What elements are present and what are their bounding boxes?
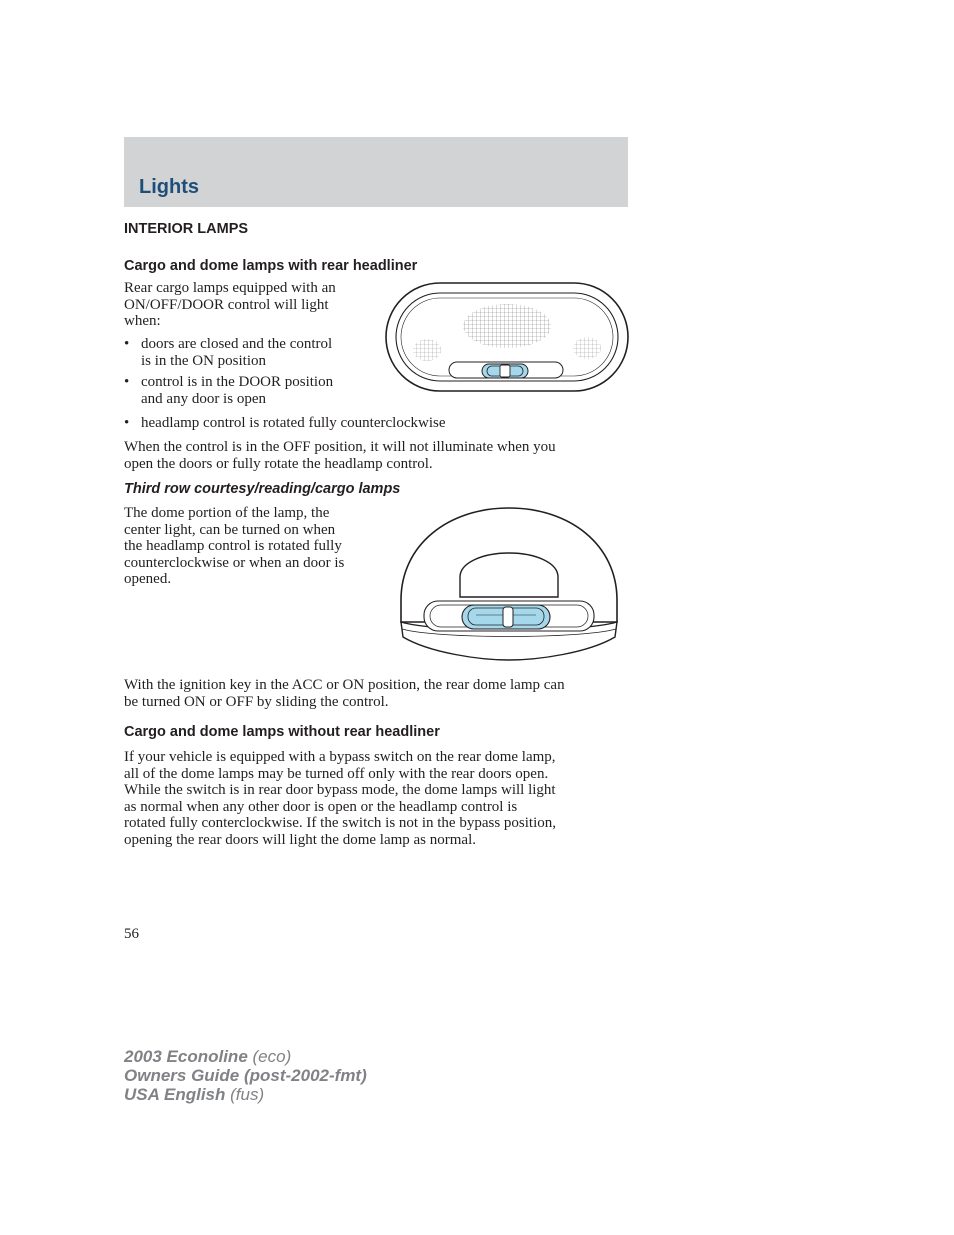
text-line: doors are closed and the control [141,336,333,352]
cargo-dome-lamp-illustration [384,280,630,395]
footer-model-code: (eco) [252,1047,292,1066]
text-line: opening the rear doors will light the dome lamp as normal. [124,831,477,848]
footer-line-3 [124,1085,367,1104]
list-item [124,336,384,370]
text-line: center light, can be turned on when [124,521,336,538]
text-line: headlamp control is rotated fully counterclockwise [141,415,446,431]
text-line: be turned ON or OFF by sliding the control. [124,693,389,710]
footer-model: 2003 Econoline [124,1047,248,1066]
header-band [124,137,628,207]
list-item [124,415,624,432]
cargo-with-off-paragraph [124,439,556,472]
text-line: rotated fully conterclockwise. If the switch is not in the bypass position, [124,815,556,831]
text-line: open the doors or fully rotate the headlamp control. [124,455,433,472]
footer-line-1 [124,1047,367,1066]
text-line: when: [124,313,161,329]
subheading-cargo-without-headliner: Cargo and dome lamps without rear headliner [124,724,440,740]
text-line: While the switch is in rear door bypass mode, the dome lamps will light [124,782,556,798]
footer [124,1047,367,1104]
bullet-icon: • [124,336,130,352]
page-number: 56 [124,926,139,942]
text-line: The dome portion of the lamp, the [124,505,330,521]
text-line: With the ignition key in the ACC or ON position, the rear dome lamp can [124,677,565,693]
bullet-icon: • [124,415,130,431]
page-title: Lights [139,176,199,198]
cargo-without-paragraph [124,749,556,848]
footer-guide: Owners Guide (post-2002-fmt) [124,1066,367,1085]
text-line: the headlamp control is rotated fully [124,538,342,554]
bullet-icon: • [124,374,130,390]
text-line: Rear cargo lamps equipped with an [124,280,336,296]
text-line: When the control is in the OFF position, it will not illuminate when you [124,439,556,455]
third-row-after-paragraph [124,677,565,710]
subheading-third-row-lamps: Third row courtesy/reading/cargo lamps [124,481,401,497]
section-heading: INTERIOR LAMPS [124,221,249,237]
text-line: control is in the DOOR position [141,374,334,390]
third-row-paragraph [124,505,344,588]
text-line: all of the dome lamps may be turned off only with the rear doors open. [124,765,549,782]
text-line: ON/OFF/DOOR control will light [124,296,329,313]
third-row-lamp-illustration [398,505,620,663]
list-item [124,374,384,408]
cargo-with-intro [124,280,336,330]
footer-language-code: (fus) [230,1085,265,1104]
footer-language: USA English [124,1085,226,1104]
text-line: counterclockwise or when an door is [124,554,345,571]
text-line: as normal when any other door is open or the headlamp control is [124,798,518,815]
footer-line-2 [124,1066,367,1085]
text-line: If your vehicle is equipped with a bypass switch on the rear dome lamp, [124,749,556,765]
text-line: opened. [124,571,172,587]
subheading-cargo-with-headliner: Cargo and dome lamps with rear headliner [124,258,418,274]
text-line: is in the ON position [141,352,267,369]
text-line: and any door is open [141,390,266,407]
